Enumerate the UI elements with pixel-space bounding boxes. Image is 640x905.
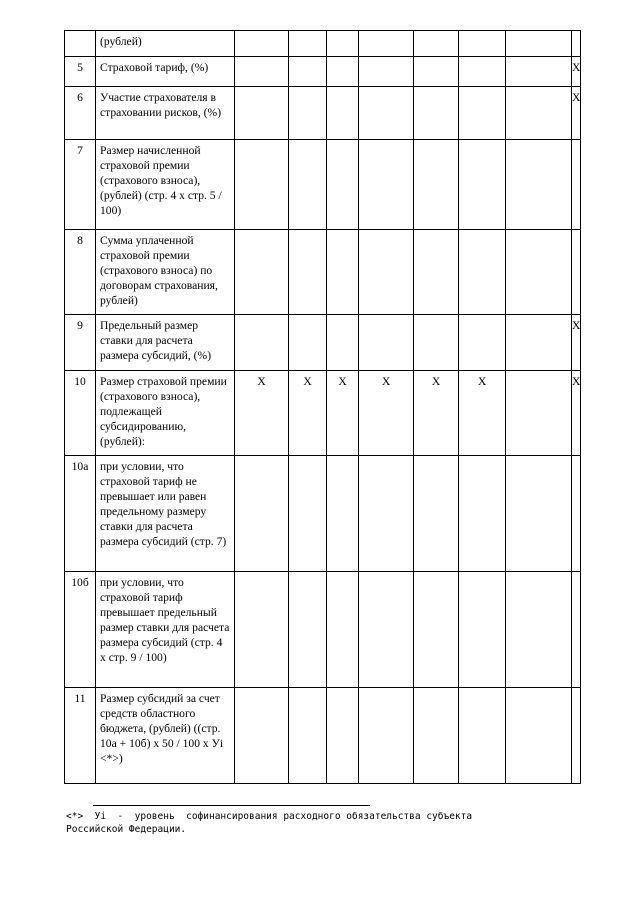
row-description: при условии, что страховой тариф превышает предельный размер ставки для расчета размера субсидий (стр. 4 x стр. 9 / 100) [96, 572, 235, 688]
value-cell [359, 456, 414, 572]
value-cell [327, 87, 359, 140]
value-cell [235, 572, 289, 688]
value-cell [289, 230, 327, 315]
row-number: 7 [65, 140, 96, 230]
value-cell [359, 230, 414, 315]
value-cell: X [289, 371, 327, 456]
value-cell [289, 456, 327, 572]
value-cell [572, 140, 581, 230]
value-cell: X [572, 315, 581, 371]
table-row [65, 140, 581, 230]
value-cell [289, 572, 327, 688]
row-number: 10б [65, 572, 96, 688]
value-cell [327, 140, 359, 230]
table-row [65, 688, 581, 784]
row-description: Размер начисленной страховой премии (страхового взноса), (рублей) (стр. 4 x стр. 5 / 100) [96, 140, 235, 230]
value-cell [235, 87, 289, 140]
value-cell [235, 140, 289, 230]
value-cell [506, 140, 572, 230]
value-cell [506, 230, 572, 315]
value-cell [359, 31, 414, 57]
value-cell [459, 230, 506, 315]
value-cell: X [414, 371, 459, 456]
value-cell [506, 31, 572, 57]
value-cell [459, 688, 506, 784]
value-cell [327, 572, 359, 688]
value-cell [414, 315, 459, 371]
table-row [65, 315, 581, 371]
table-row [65, 371, 581, 456]
row-description: Предельный размер ставки для расчета размера субсидий, (%) [96, 315, 235, 371]
value-cell [459, 31, 506, 57]
value-cell: X [572, 57, 581, 87]
subsidy-calculation-table [64, 30, 581, 784]
value-cell [414, 31, 459, 57]
value-cell [506, 87, 572, 140]
row-number: 11 [65, 688, 96, 784]
value-cell [459, 315, 506, 371]
table-row [65, 31, 581, 57]
footnote-line-1: <*> Уi - уровень софинансирования расходного обязательства субъекта [66, 811, 473, 822]
value-cell [235, 57, 289, 87]
value-cell [506, 688, 572, 784]
value-cell [327, 31, 359, 57]
value-cell [327, 456, 359, 572]
value-cell [459, 140, 506, 230]
value-cell [459, 57, 506, 87]
footnote [66, 810, 586, 836]
value-cell [327, 230, 359, 315]
row-description: (рублей) [96, 31, 235, 57]
value-cell [572, 572, 581, 688]
table-row [65, 87, 581, 140]
value-cell [414, 57, 459, 87]
value-cell [359, 87, 414, 140]
value-cell [235, 456, 289, 572]
table-body [65, 31, 581, 784]
value-cell [289, 688, 327, 784]
value-cell: X [572, 371, 581, 456]
value-cell [572, 688, 581, 784]
table-row [65, 456, 581, 572]
value-cell [506, 57, 572, 87]
value-cell: X [235, 371, 289, 456]
row-description: Участие страхователя в страховании рисков, (%) [96, 87, 235, 140]
row-number [65, 31, 96, 57]
table-row [65, 230, 581, 315]
value-cell [359, 572, 414, 688]
row-number: 8 [65, 230, 96, 315]
row-description: Размер субсидий за счет средств областного бюджета, (рублей) ((стр. 10а + 10б) x 50 / 100 x Уi <*>) [96, 688, 235, 784]
value-cell [414, 572, 459, 688]
value-cell [414, 230, 459, 315]
value-cell [572, 31, 581, 57]
row-description: Сумма уплаченной страховой премии (страхового взноса) по договорам страхования, рублей) [96, 230, 235, 315]
value-cell [289, 31, 327, 57]
value-cell [359, 140, 414, 230]
value-cell: X [359, 371, 414, 456]
value-cell [414, 140, 459, 230]
value-cell [235, 230, 289, 315]
value-cell [506, 315, 572, 371]
value-cell: X [459, 371, 506, 456]
value-cell: X [327, 371, 359, 456]
row-number: 9 [65, 315, 96, 371]
value-cell [414, 688, 459, 784]
row-number: 10а [65, 456, 96, 572]
value-cell [289, 315, 327, 371]
value-cell [572, 456, 581, 572]
table-row [65, 57, 581, 87]
row-description: Страховой тариф, (%) [96, 57, 235, 87]
value-cell [327, 315, 359, 371]
value-cell [327, 688, 359, 784]
value-cell [235, 31, 289, 57]
value-cell [359, 57, 414, 87]
value-cell [289, 87, 327, 140]
value-cell [414, 87, 459, 140]
row-description: при условии, что страховой тариф не превышает или равен предельному размеру ставки для расчета размера субсидий (стр. 7) [96, 456, 235, 572]
value-cell [506, 371, 572, 456]
value-cell [289, 57, 327, 87]
value-cell [459, 572, 506, 688]
row-number: 6 [65, 87, 96, 140]
row-description: Размер страховой премии (страхового взноса), подлежащей субсидированию, (рублей): [96, 371, 235, 456]
value-cell [235, 688, 289, 784]
value-cell: X [572, 87, 581, 140]
value-cell [327, 57, 359, 87]
value-cell [289, 140, 327, 230]
value-cell [359, 688, 414, 784]
value-cell [506, 572, 572, 688]
value-cell [459, 87, 506, 140]
value-cell [414, 456, 459, 572]
value-cell [506, 456, 572, 572]
row-number: 5 [65, 57, 96, 87]
value-cell [359, 315, 414, 371]
value-cell [459, 456, 506, 572]
row-number: 10 [65, 371, 96, 456]
value-cell [235, 315, 289, 371]
footnote-separator [93, 805, 370, 806]
footnote-line-2: Российской Федерации. [66, 824, 187, 835]
table-row [65, 572, 581, 688]
value-cell [572, 230, 581, 315]
